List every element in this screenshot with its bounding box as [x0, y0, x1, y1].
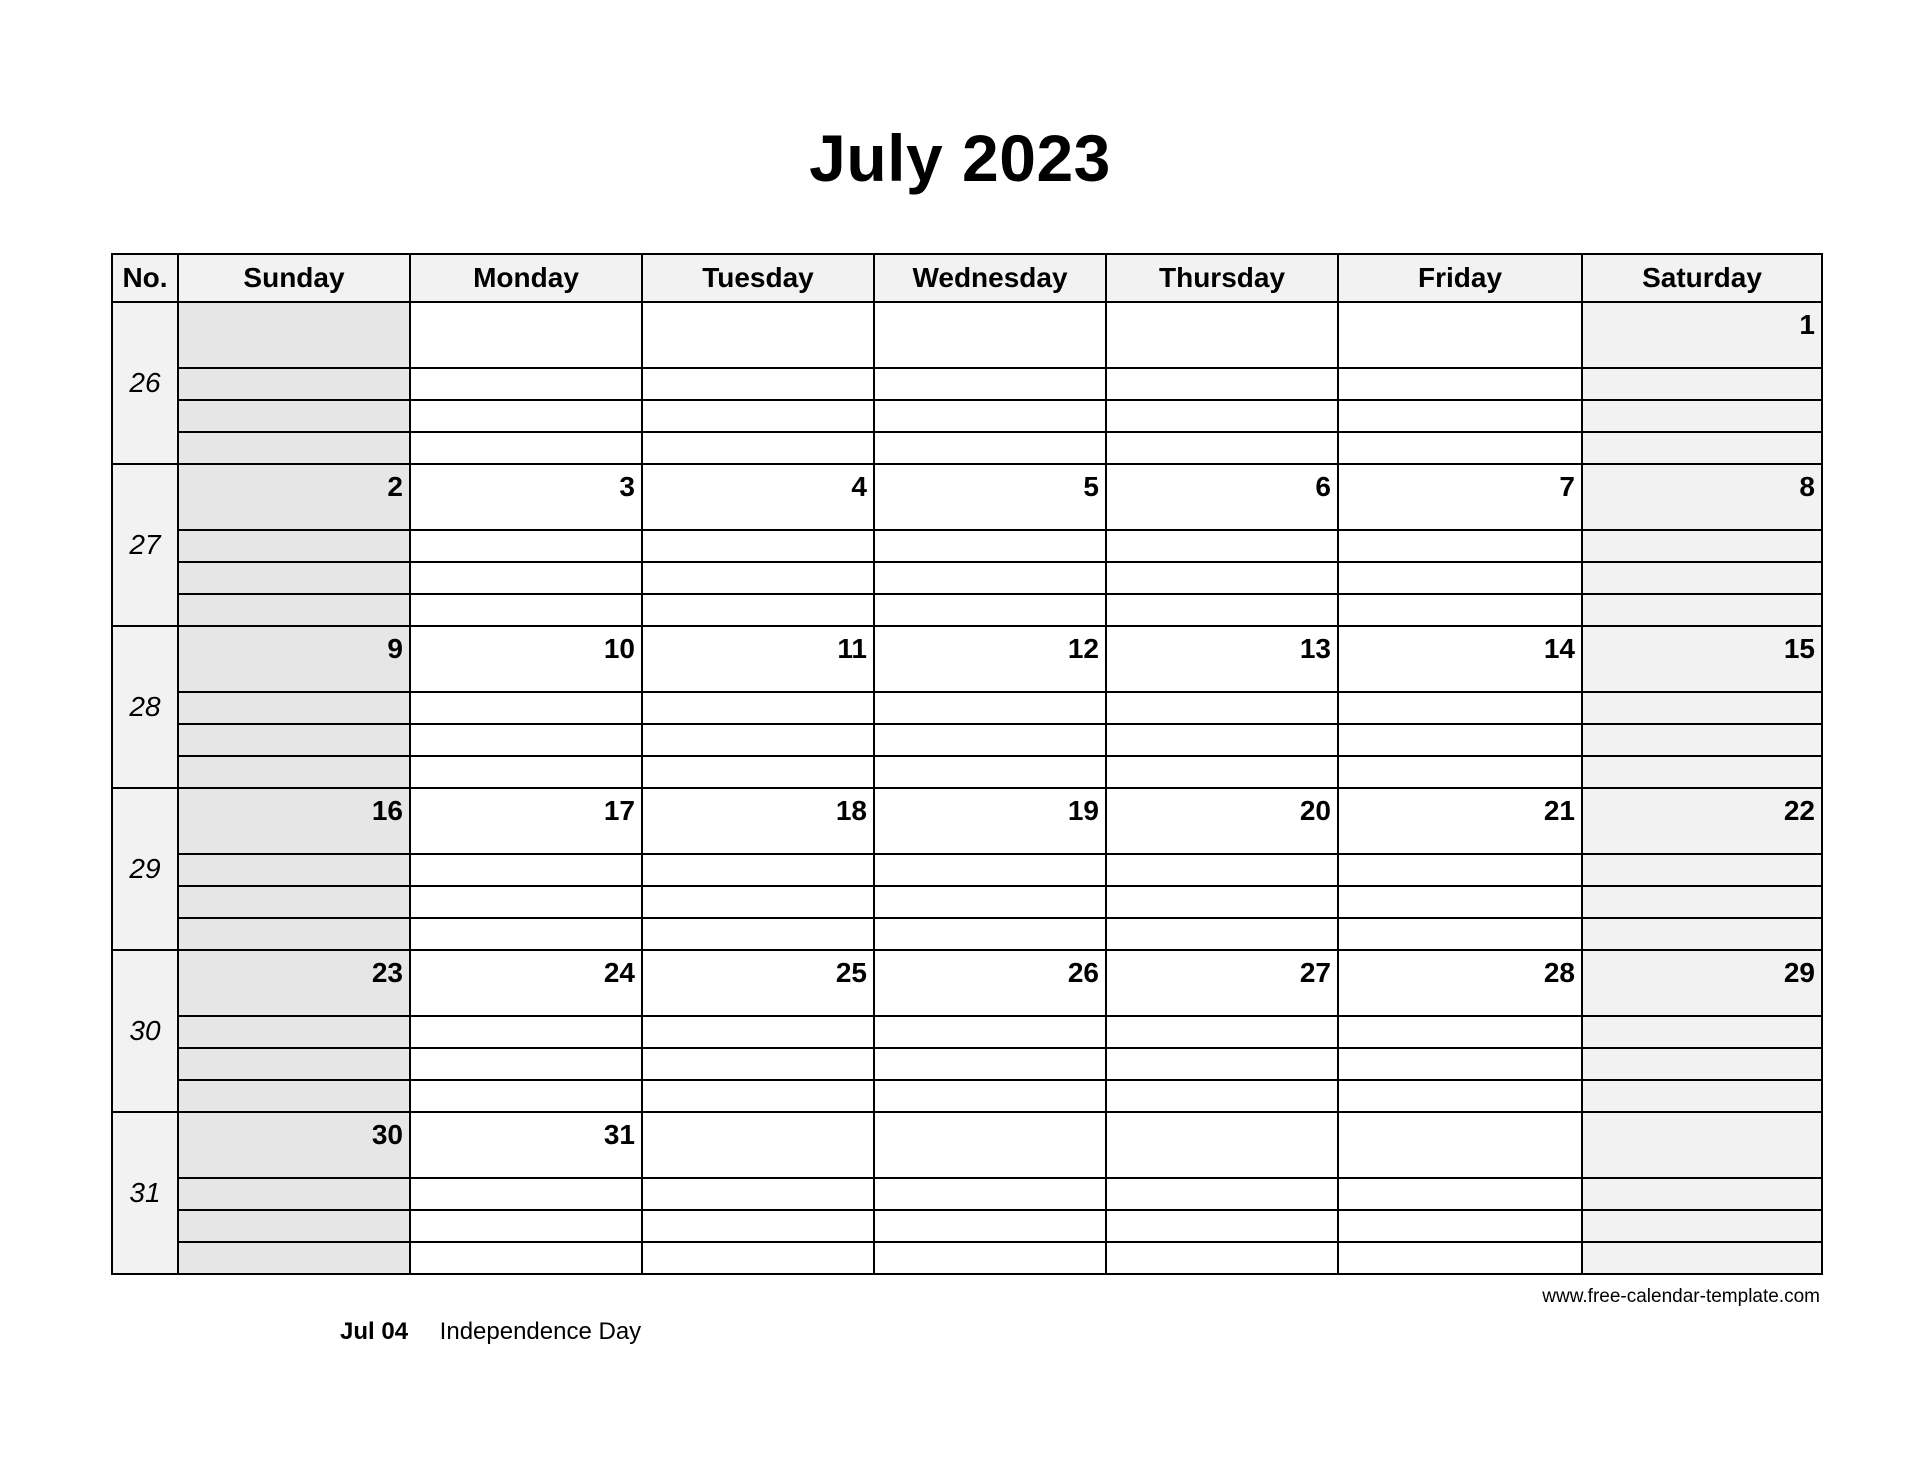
note-line[interactable]	[1583, 1049, 1821, 1081]
note-line[interactable]	[1107, 693, 1337, 725]
date-number: 25	[835, 957, 867, 988]
date-number: 3	[619, 471, 635, 502]
note-line[interactable]	[1583, 595, 1821, 625]
week-row	[112, 950, 1822, 1112]
note-line[interactable]	[875, 401, 1105, 433]
holiday-entry	[340, 1318, 641, 1346]
note-line[interactable]	[643, 563, 873, 595]
note-line[interactable]	[179, 919, 409, 949]
note-line[interactable]	[875, 1211, 1105, 1243]
date-number: 22	[1783, 795, 1815, 826]
note-line[interactable]	[875, 693, 1105, 725]
note-line[interactable]	[1339, 1081, 1581, 1111]
day-cell-friday[interactable]	[1338, 302, 1582, 464]
day-cell-wednesday[interactable]	[874, 302, 1106, 464]
date-number: 29	[1783, 957, 1815, 988]
date-number: 27	[1299, 957, 1331, 988]
note-line[interactable]	[643, 531, 873, 563]
day-cell-tuesday[interactable]	[642, 950, 874, 1112]
header-monday: Monday	[410, 254, 642, 302]
header-tuesday: Tuesday	[642, 254, 874, 302]
note-line[interactable]	[1583, 401, 1821, 433]
note-line[interactable]	[1339, 1017, 1581, 1049]
day-cell-monday[interactable]	[410, 1112, 642, 1274]
note-line[interactable]	[179, 1179, 409, 1211]
day-cell-saturday[interactable]	[1582, 788, 1822, 950]
note-line[interactable]	[1339, 1211, 1581, 1243]
note-line[interactable]	[179, 1211, 409, 1243]
note-line[interactable]	[179, 369, 409, 401]
note-line[interactable]	[1583, 1179, 1821, 1211]
date-number: 10	[603, 633, 635, 664]
day-cell-wednesday[interactable]	[874, 464, 1106, 626]
note-line[interactable]	[1583, 1081, 1821, 1111]
note-line[interactable]	[179, 1049, 409, 1081]
day-cell-sunday[interactable]	[178, 302, 410, 464]
note-line[interactable]	[411, 1179, 641, 1211]
note-line[interactable]	[875, 595, 1105, 625]
note-line[interactable]	[1107, 563, 1337, 595]
calendar-title: July 2023	[809, 121, 1111, 195]
holiday-name: Independence Day	[439, 1318, 642, 1345]
date-number: 9	[387, 633, 403, 664]
date-number: 23	[371, 957, 403, 988]
week-row	[112, 302, 1822, 464]
day-cell-monday[interactable]	[410, 464, 642, 626]
header-wednesday: Wednesday	[874, 254, 1106, 302]
header-thursday: Thursday	[1106, 254, 1338, 302]
week-row	[112, 1112, 1822, 1274]
day-cell-saturday[interactable]	[1582, 1112, 1822, 1274]
note-line[interactable]	[411, 1081, 641, 1111]
day-cell-friday[interactable]	[1338, 950, 1582, 1112]
note-line[interactable]	[179, 725, 409, 757]
note-line[interactable]	[179, 757, 409, 787]
day-cell-sunday[interactable]	[178, 1112, 410, 1274]
note-line[interactable]	[1339, 595, 1581, 625]
date-number: 30	[371, 1119, 403, 1150]
note-line[interactable]	[411, 401, 641, 433]
note-line[interactable]	[411, 693, 641, 725]
note-line[interactable]	[1107, 757, 1337, 787]
note-line[interactable]	[1339, 531, 1581, 563]
note-line[interactable]	[643, 1049, 873, 1081]
note-line[interactable]	[1339, 693, 1581, 725]
day-cell-tuesday[interactable]	[642, 464, 874, 626]
day-cell-thursday[interactable]	[1106, 302, 1338, 464]
day-cell-thursday[interactable]	[1106, 464, 1338, 626]
note-line[interactable]	[875, 725, 1105, 757]
week-row	[112, 464, 1822, 626]
note-line[interactable]	[643, 1081, 873, 1111]
date-number: 5	[1083, 471, 1099, 502]
note-line[interactable]	[643, 401, 873, 433]
note-line[interactable]	[179, 563, 409, 595]
date-number: 26	[1067, 957, 1099, 988]
note-line[interactable]	[179, 693, 409, 725]
note-line[interactable]	[643, 693, 873, 725]
header-week-number: No.	[112, 254, 178, 302]
week-number: 31	[112, 1112, 178, 1274]
day-cell-wednesday[interactable]	[874, 1112, 1106, 1274]
day-cell-sunday[interactable]	[178, 464, 410, 626]
date-number: 21	[1543, 795, 1575, 826]
note-line[interactable]	[1583, 1211, 1821, 1243]
note-line[interactable]	[1583, 693, 1821, 725]
note-line[interactable]	[411, 1017, 641, 1049]
day-cell-thursday[interactable]	[1106, 788, 1338, 950]
note-line[interactable]	[411, 563, 641, 595]
note-line[interactable]	[1583, 855, 1821, 887]
note-line[interactable]	[411, 531, 641, 563]
date-number: 18	[835, 795, 867, 826]
date-number: 7	[1559, 471, 1575, 502]
week-number: 27	[112, 464, 178, 626]
note-line[interactable]	[1583, 1243, 1821, 1273]
date-number: 16	[371, 795, 403, 826]
date-number: 20	[1299, 795, 1331, 826]
day-cell-tuesday[interactable]	[642, 626, 874, 788]
note-line[interactable]	[643, 1179, 873, 1211]
note-line[interactable]	[643, 595, 873, 625]
date-number: 8	[1799, 471, 1815, 502]
date-number: 11	[837, 633, 867, 664]
note-line[interactable]	[643, 757, 873, 787]
day-cell-thursday[interactable]	[1106, 1112, 1338, 1274]
note-line[interactable]	[643, 919, 873, 949]
note-line[interactable]	[1107, 855, 1337, 887]
note-line[interactable]	[1339, 1179, 1581, 1211]
day-cell-friday[interactable]	[1338, 788, 1582, 950]
header-sunday: Sunday	[178, 254, 410, 302]
note-line[interactable]	[1339, 855, 1581, 887]
note-line[interactable]	[643, 1211, 873, 1243]
note-line[interactable]	[411, 1211, 641, 1243]
note-line[interactable]	[875, 757, 1105, 787]
day-cell-wednesday[interactable]	[874, 788, 1106, 950]
note-line[interactable]	[1583, 1017, 1821, 1049]
note-line[interactable]	[643, 1243, 873, 1273]
day-cell-sunday[interactable]	[178, 788, 410, 950]
day-cell-sunday[interactable]	[178, 626, 410, 788]
week-number: 28	[112, 626, 178, 788]
note-line[interactable]	[1107, 1017, 1337, 1049]
date-number: 15	[1783, 633, 1815, 664]
note-line[interactable]	[1339, 919, 1581, 949]
note-line[interactable]	[179, 1243, 409, 1273]
note-line[interactable]	[411, 369, 641, 401]
date-number: 17	[603, 795, 635, 826]
day-cell-saturday[interactable]	[1582, 626, 1822, 788]
note-line[interactable]	[1339, 757, 1581, 787]
note-line[interactable]	[1107, 919, 1337, 949]
note-line[interactable]	[1583, 919, 1821, 949]
note-line[interactable]	[1339, 887, 1581, 919]
note-line[interactable]	[1339, 401, 1581, 433]
date-number: 6	[1315, 471, 1331, 502]
day-cell-thursday[interactable]	[1106, 626, 1338, 788]
day-cell-tuesday[interactable]	[642, 1112, 874, 1274]
date-number: 24	[603, 957, 635, 988]
day-cell-saturday[interactable]	[1582, 464, 1822, 626]
note-line[interactable]	[875, 1081, 1105, 1111]
note-line[interactable]	[1583, 757, 1821, 787]
date-number: 14	[1543, 633, 1575, 664]
note-line[interactable]	[1339, 725, 1581, 757]
note-line[interactable]	[179, 1017, 409, 1049]
header-row	[112, 254, 1822, 302]
date-number: 12	[1067, 633, 1099, 664]
note-line[interactable]	[179, 1081, 409, 1111]
note-line[interactable]	[1107, 1081, 1337, 1111]
note-line[interactable]	[1107, 531, 1337, 563]
note-line[interactable]	[875, 433, 1105, 463]
note-line[interactable]	[1107, 725, 1337, 757]
date-number: 1	[1799, 309, 1815, 340]
day-cell-monday[interactable]	[410, 626, 642, 788]
note-line[interactable]	[411, 1049, 641, 1081]
note-line[interactable]	[1107, 1211, 1337, 1243]
note-line[interactable]	[643, 855, 873, 887]
note-line[interactable]	[1339, 369, 1581, 401]
week-number: 29	[112, 788, 178, 950]
note-line[interactable]	[1107, 887, 1337, 919]
day-cell-friday[interactable]	[1338, 626, 1582, 788]
note-line[interactable]	[643, 725, 873, 757]
note-line[interactable]	[875, 1049, 1105, 1081]
note-line[interactable]	[411, 1243, 641, 1273]
note-line[interactable]	[643, 433, 873, 463]
header-friday: Friday	[1338, 254, 1582, 302]
note-line[interactable]	[1583, 887, 1821, 919]
note-line[interactable]	[179, 531, 409, 563]
day-cell-wednesday[interactable]	[874, 950, 1106, 1112]
note-line[interactable]	[411, 725, 641, 757]
day-cell-friday[interactable]	[1338, 1112, 1582, 1274]
note-line[interactable]	[1107, 595, 1337, 625]
day-cell-monday[interactable]	[410, 950, 642, 1112]
note-line[interactable]	[411, 855, 641, 887]
holiday-date: Jul 04	[340, 1318, 409, 1345]
calendar-grid	[111, 253, 1823, 1275]
note-line[interactable]	[1107, 1243, 1337, 1273]
header-saturday: Saturday	[1582, 254, 1822, 302]
date-number: 13	[1299, 633, 1331, 664]
note-line[interactable]	[1107, 369, 1337, 401]
day-cell-tuesday[interactable]	[642, 302, 874, 464]
note-line[interactable]	[1339, 433, 1581, 463]
note-line[interactable]	[179, 401, 409, 433]
date-number: 28	[1543, 957, 1575, 988]
note-line[interactable]	[1583, 563, 1821, 595]
note-line[interactable]	[643, 369, 873, 401]
note-line[interactable]	[1107, 1179, 1337, 1211]
note-line[interactable]	[875, 855, 1105, 887]
note-line[interactable]	[1107, 401, 1337, 433]
note-line[interactable]	[1107, 1049, 1337, 1081]
note-line[interactable]	[411, 919, 641, 949]
date-number: 19	[1067, 795, 1099, 826]
day-cell-monday[interactable]	[410, 302, 642, 464]
note-line[interactable]	[1583, 725, 1821, 757]
note-line[interactable]	[875, 919, 1105, 949]
website-url: www.free-calendar-template.com	[1542, 1286, 1820, 1307]
note-line[interactable]	[1583, 531, 1821, 563]
note-line[interactable]	[179, 887, 409, 919]
date-number: 31	[603, 1119, 635, 1150]
note-line[interactable]	[1583, 433, 1821, 463]
day-cell-friday[interactable]	[1338, 464, 1582, 626]
week-number: 30	[112, 950, 178, 1112]
note-line[interactable]	[1583, 369, 1821, 401]
date-number: 2	[387, 471, 403, 502]
note-line[interactable]	[179, 855, 409, 887]
note-line[interactable]	[643, 1017, 873, 1049]
week-row	[112, 788, 1822, 950]
note-line[interactable]	[875, 531, 1105, 563]
note-line[interactable]	[875, 1017, 1105, 1049]
week-row	[112, 626, 1822, 788]
note-line[interactable]	[411, 595, 641, 625]
note-line[interactable]	[411, 433, 641, 463]
note-line[interactable]	[1107, 433, 1337, 463]
note-line[interactable]	[179, 595, 409, 625]
day-cell-saturday[interactable]	[1582, 950, 1822, 1112]
note-line[interactable]	[179, 433, 409, 463]
note-line[interactable]	[875, 1243, 1105, 1273]
day-cell-saturday[interactable]	[1582, 302, 1822, 464]
note-line[interactable]	[411, 887, 641, 919]
note-line[interactable]	[1339, 1049, 1581, 1081]
note-line[interactable]	[875, 369, 1105, 401]
note-line[interactable]	[1339, 1243, 1581, 1273]
note-line[interactable]	[875, 563, 1105, 595]
day-cell-thursday[interactable]	[1106, 950, 1338, 1112]
note-line[interactable]	[875, 887, 1105, 919]
day-cell-wednesday[interactable]	[874, 626, 1106, 788]
note-line[interactable]	[411, 757, 641, 787]
week-number: 26	[112, 302, 178, 464]
day-cell-tuesday[interactable]	[642, 788, 874, 950]
note-line[interactable]	[643, 887, 873, 919]
note-line[interactable]	[875, 1179, 1105, 1211]
day-cell-sunday[interactable]	[178, 950, 410, 1112]
day-cell-monday[interactable]	[410, 788, 642, 950]
date-number: 4	[851, 471, 867, 502]
note-line[interactable]	[1339, 563, 1581, 595]
